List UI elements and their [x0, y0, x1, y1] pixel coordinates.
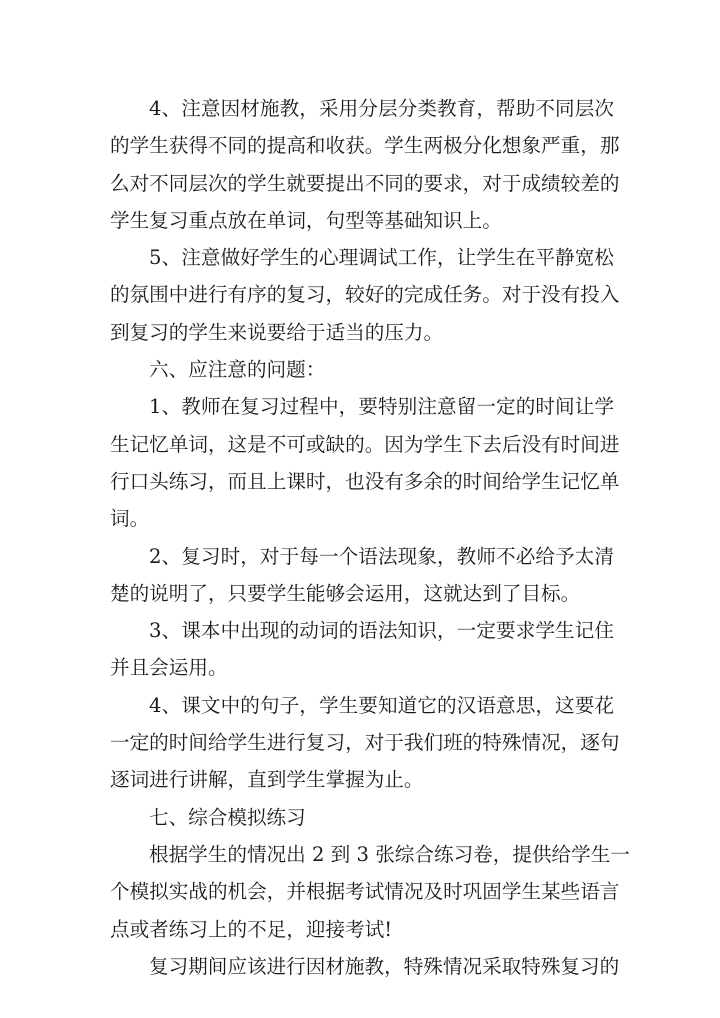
text-line: 4、注意因材施教，采用分层分类教育，帮助不同层次 — [149, 97, 614, 120]
text-line: 的氛围中进行有序的复习，较好的完成任务。对于没有投入 — [110, 283, 620, 307]
text-line: 2、复习时，对于每一个语法现象，教师不必给予太清 — [149, 544, 614, 568]
paragraph-1-vocabulary-time — [110, 388, 620, 537]
section-heading: 六、应注意的问题： — [149, 358, 326, 382]
text-line: 么对不同层次的学生就要提出不同的要求，对于成绩较差的 — [110, 171, 620, 195]
text-line: 行口头练习，而且上课时，也没有多余的时间给学生记忆单 — [110, 469, 620, 493]
text-line: 5、注意做好学生的心理调试工作，让学生在平静宽松 — [149, 246, 614, 270]
paragraph-3-verbs — [110, 612, 614, 687]
paragraph-mock-exam — [110, 836, 630, 948]
paragraph-4-sentences — [110, 687, 620, 799]
text-line: 3、课本中出现的动词的语法知识，一定要求学生记住 — [149, 619, 614, 643]
text-line: 4、课文中的句子，学生要知道它的汉语意思，这要花 — [149, 693, 614, 717]
paragraph-2-grammar — [110, 538, 614, 613]
paragraph-closing — [110, 948, 620, 985]
text-line: 楚的说明了，只要学生能够会运用，这就达到了目标。 — [110, 581, 581, 605]
text-line: 根据学生的情况出 2 到 3 张综合练习卷，提供给学生一 — [149, 842, 630, 866]
text-line: 点或者练习上的不足，迎接考试! — [110, 917, 393, 941]
text-line: 逐词进行讲解，直到学生掌握为止。 — [110, 768, 424, 792]
text-line: 的学生获得不同的提高和收获。学生两极分化想象严重，那 — [110, 134, 620, 158]
section-heading: 七、综合模拟练习 — [149, 805, 306, 829]
paragraph-5-psychology — [110, 239, 620, 351]
text-line: 到复习的学生来说要给于适当的压力。 — [110, 320, 444, 344]
text-line: 个模拟实战的机会，并根据考试情况及时巩固学生某些语言 — [110, 880, 620, 904]
document-body — [110, 90, 630, 985]
text-line: 学生复习重点放在单词，句型等基础知识上。 — [110, 208, 502, 232]
text-line: 生记忆单词，这是不可或缺的。因为学生下去后没有时间进 — [110, 432, 620, 456]
text-line: 一定的时间给学生进行复习，对于我们班的特殊情况，逐句 — [110, 731, 620, 755]
text-line: 词。 — [110, 507, 150, 531]
paragraph-4-teach-by-aptitude — [110, 90, 620, 239]
text-line: 1、教师在复习过程中，要特别注意留一定的时间让学 — [149, 395, 614, 419]
text-line: 并且会运用。 — [110, 656, 228, 680]
section-heading-7 — [110, 799, 614, 836]
section-heading-6 — [110, 351, 614, 388]
text-line: 复习期间应该进行因材施教，特殊情况采取特殊复习的 — [149, 954, 620, 978]
